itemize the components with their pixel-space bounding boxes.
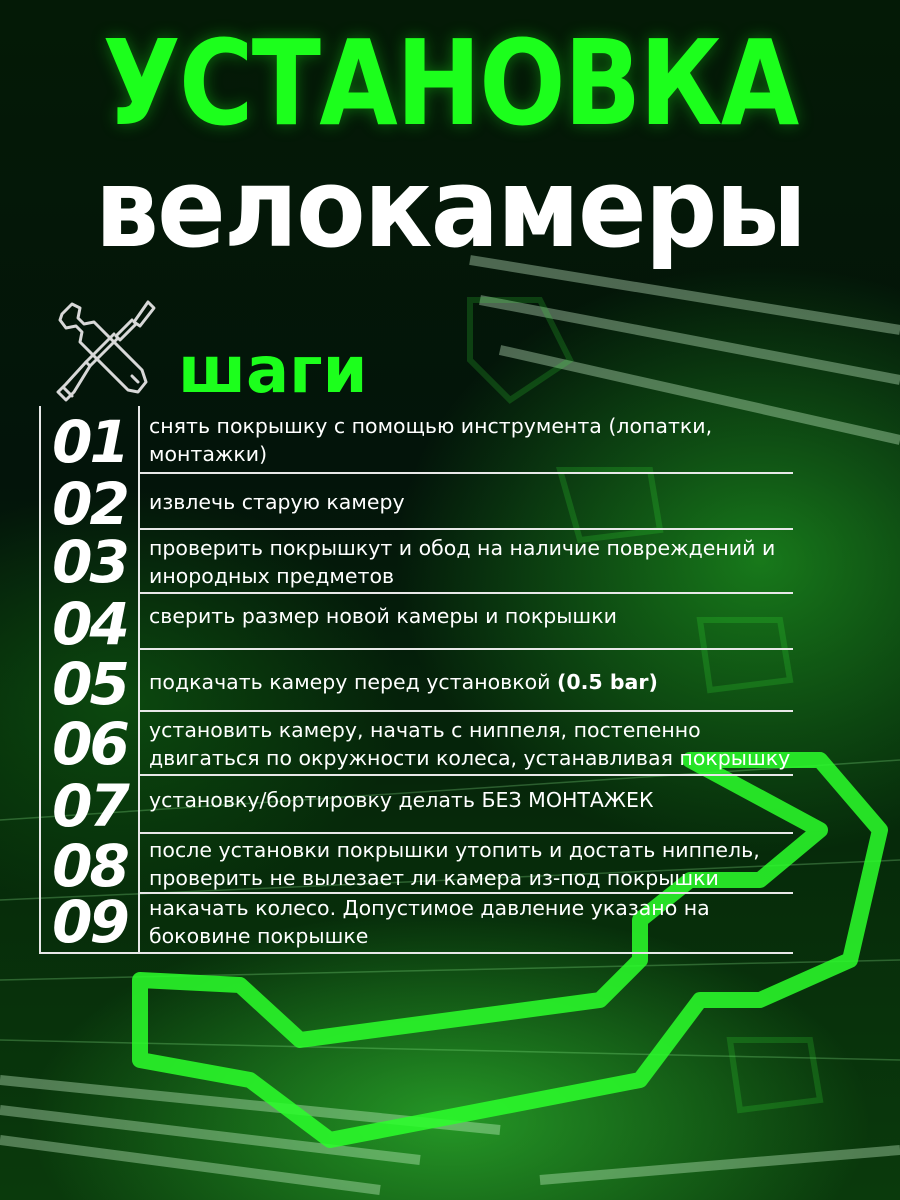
step-text: сверить размер новой камеры и покрышки	[149, 604, 617, 628]
page-subtitle: велокамеры	[94, 144, 806, 272]
step-text: после установки покрышки утопить и достать ниппель, проверить не вылезает ли камера из-под покрышки	[149, 838, 760, 890]
step-text: установку/бортировку делать БЕЗ МОНТАЖЕК	[149, 788, 654, 812]
step-number: 03	[52, 528, 127, 596]
step-row-03	[41, 530, 793, 594]
step-text-main: подкачать камеру перед установкой	[149, 670, 551, 694]
step-text: накачать колесо. Допустимое давление указано на боковине покрышке	[149, 896, 710, 948]
step-number: 02	[52, 470, 127, 538]
wrench-screwdriver-icon	[50, 296, 160, 406]
step-number: 01	[52, 408, 127, 476]
step-text: снять покрышку с помощью инструмента (лопатки, монтажки)	[149, 414, 713, 466]
step-number: 06	[52, 710, 127, 778]
step-number: 05	[52, 650, 127, 718]
step-row-09	[41, 888, 793, 956]
step-text-pressure: (0.5 bar)	[557, 670, 658, 694]
step-number: 09	[52, 888, 127, 956]
step-text: извлечь старую камеру	[149, 490, 405, 514]
step-row-07	[41, 772, 793, 840]
step-row-01	[41, 406, 793, 474]
steps-heading: шаги	[178, 334, 368, 408]
step-number: 08	[52, 832, 127, 900]
step-row-05	[41, 650, 793, 718]
step-row-06	[41, 712, 793, 776]
step-number: 07	[52, 772, 127, 840]
step-row-02	[41, 470, 793, 538]
step-text	[149, 668, 791, 696]
step-text: установить камеру, начать с ниппеля, постепенно двигаться по окружности колеса, устанавливая покрышку	[149, 718, 791, 770]
step-row-04	[41, 590, 793, 658]
step-row-08	[41, 832, 793, 900]
steps-table	[39, 406, 793, 954]
page-title: УСТАНОВКА	[102, 14, 798, 152]
step-text: проверить покрышкут и обод на наличие повреждений и инородных предметов	[149, 536, 776, 588]
step-number: 04	[52, 590, 127, 658]
